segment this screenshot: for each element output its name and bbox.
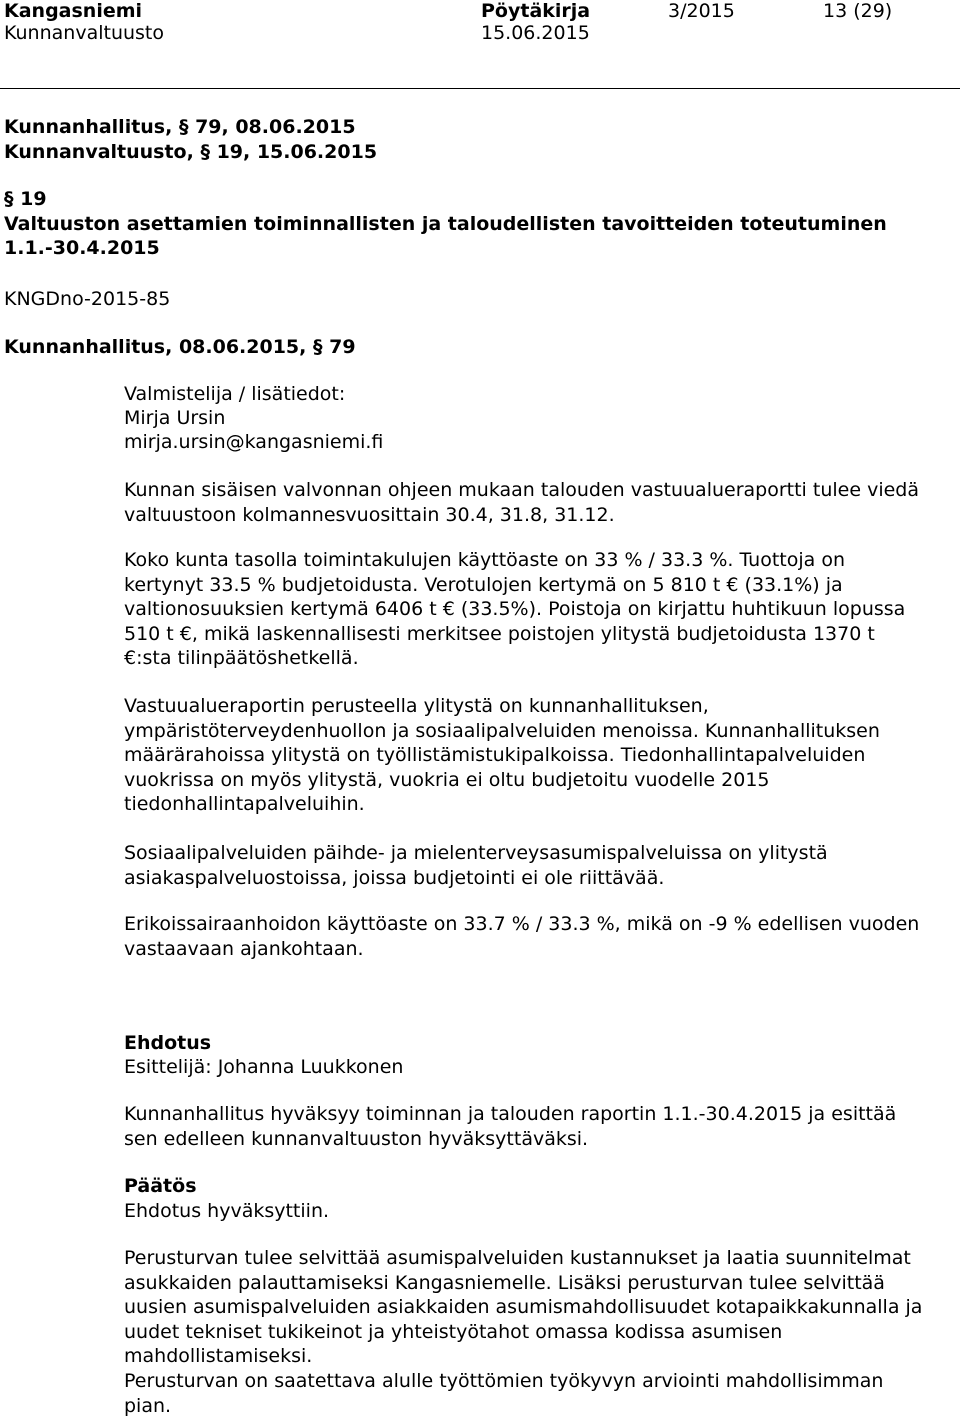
paragraph-operating-costs: Koko kunta tasolla toimintakulujen käyttöaste on 33 % / 33.3 %. Tuottoja on kertynyt 33.5 % budjetoidusta. Verotulojen kertymä on 5 810 t € (33.1%) ja valtionosuuksien kertymä 6406 t € (33.5%). Poistoja on kirjattu huhtikuun lopussa 510 t €, mikä laskennallisesti merkitsee poistojen ylitystä budjetoidusta 1370 t €:sta tilinpäätöshetkellä. (124, 549, 906, 669)
page-number: 13 (29) (823, 0, 893, 22)
decision-text: Ehdotus hyväksyttiin. (124, 1200, 330, 1222)
paragraph-social-services: Sosiaalipalveluiden päihde- ja mielenterveysasumispalveluissa on ylitystä asiakaspalveluostoissa, joissa budjetointi ei ole riittävää. (124, 842, 828, 889)
section-number: § 19 (4, 188, 47, 210)
section-title-period: 1.1.-30.4.2015 (4, 237, 160, 259)
paragraph-specialized-care: Erikoissairaanhoidon käyttöaste on 33.7 % / 33.3 %, mikä on -9 % edellisen vuoden vastaavaan ajankohtaan. (124, 913, 920, 960)
proposal-heading: Ehdotus (124, 1032, 212, 1054)
decision-heading: Päätös (124, 1175, 197, 1197)
proposal-presenter: Esittelijä: Johanna Luukkonen (124, 1056, 404, 1078)
reference-line-1: Kunnanhallitus, § 79, 08.06.2015 (4, 116, 356, 138)
organization-name: Kangasniemi (4, 0, 143, 22)
governing-body: Kunnanvaltuusto (4, 22, 164, 44)
document-number: 3/2015 (668, 0, 735, 22)
document-date: 15.06.2015 (481, 22, 590, 44)
preparer-label: Valmistelija / lisätiedot: (124, 383, 346, 405)
section-title: Valtuuston asettamien toiminnallisten ja taloudellisten tavoitteiden toteutuminen (4, 213, 887, 235)
preparer-email[interactable]: mirja.ursin@kangasniemi.fi (124, 431, 384, 453)
decision-paragraph-housing: Perusturvan tulee selvittää asumispalveluiden kustannukset ja laatia suunnitelmat asukkaiden palauttamiseksi Kangasniemelle. Lisäksi perusturvan tulee selvittää uusien asumispalveluiden asiakkaiden asumismahdollisuudet kotapaikkakunnalla ja uudet tekniset tukikeinot ja yhteistyötahot omassa kodissa asumisen mahdollistamiseksi. (124, 1247, 923, 1367)
document-type: Pöytäkirja (481, 0, 591, 22)
preparer-name: Mirja Ursin (124, 407, 226, 429)
case-number: KNGDno-2015-85 (4, 288, 171, 310)
document-header (0, 0, 960, 89)
meeting-heading: Kunnanhallitus, 08.06.2015, § 79 (4, 336, 356, 358)
reference-line-2: Kunnanvaltuusto, § 19, 15.06.2015 (4, 141, 378, 163)
paragraph-internal-control: Kunnan sisäisen valvonnan ohjeen mukaan talouden vastuualueraportti tulee viedä valtuustoon kolmannesvuosittain 30.4, 31.8, 31.12. (124, 479, 919, 526)
paragraph-overruns: Vastuualueraportin perusteella ylitystä on kunnanhallituksen, ympäristöterveydenhuollon ja sosiaalipalveluiden menoissa. Kunnanhallituksen määrärahoissa ylitystä on työllistämistukipalkoissa. Tiedonhallintapalveluiden vuokrissa on myös ylitystä, vuokria ei oltu budjetoitu vuodelle 2015 tiedonhallintapalveluihin. (124, 695, 880, 815)
header-row-bottom (0, 22, 960, 48)
proposal-text: Kunnanhallitus hyväksyy toiminnan ja talouden raportin 1.1.-30.4.2015 ja esittää sen edelleen kunnanvaltuuston hyväksyttäväksi. (124, 1103, 897, 1150)
decision-paragraph-work-ability: Perusturvan on saatettava alulle työttömien työkyvyn arviointi mahdollisimman pian. (124, 1370, 884, 1417)
